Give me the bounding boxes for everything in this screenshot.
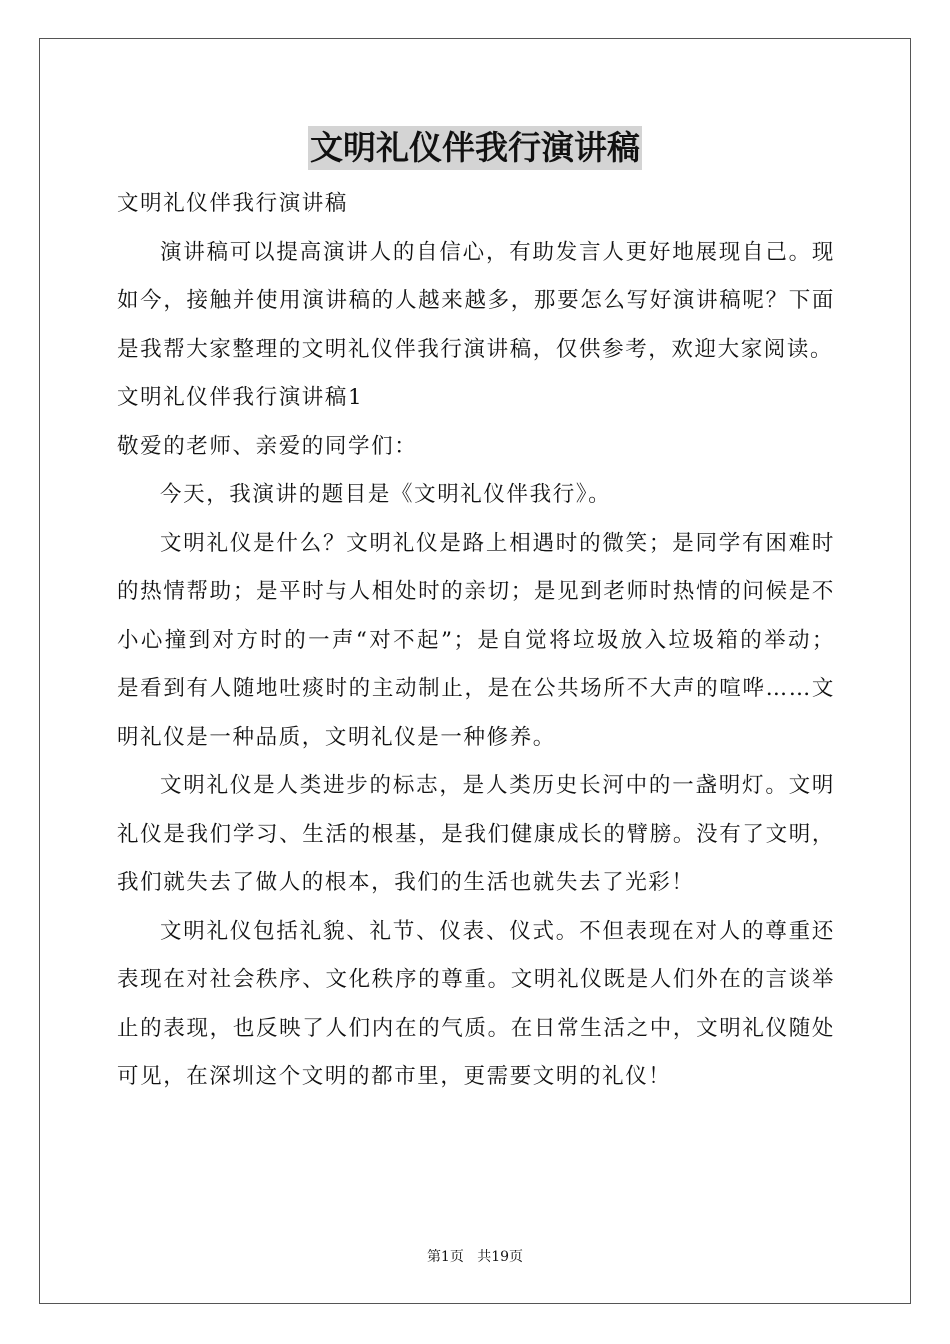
salutation: 敬爱的老师、亲爱的同学们： xyxy=(117,433,418,459)
document-title: 文明礼仪伴我行演讲稿 xyxy=(308,126,642,170)
subtitle-line: 文明礼仪伴我行演讲稿 xyxy=(117,191,349,216)
section-heading: 文明礼仪伴我行演讲稿1 xyxy=(117,385,364,410)
body-paragraph: 文明礼仪是人类进步的标志，是人类历史长河中的一盏明灯。文明礼仪是我们学习、生活的根基，是我们健康成长的臂膀。没有了文明，我们就失去了做人的根本，我们的生活也就失去了光彩！ xyxy=(117,773,835,895)
body-paragraph: 文明礼仪是什么？文明礼仪是路上相遇时的微笑；是同学有困难时的热情帮助；是平时与人相处时的亲切；是见到老师时热情的问候是不小心撞到对方时的一声“对不起”；是自觉将垃圾放入垃圾箱的举动；是看到有人随地吐痰时的主动制止，是在公共场所不大声的喧哗……文明礼仪是一种品质，文明礼仪是一种修养。 xyxy=(117,530,835,750)
title-container xyxy=(0,126,950,170)
page-number: 第1页 xyxy=(426,1249,464,1265)
total-pages: 共19页 xyxy=(477,1249,524,1265)
body-paragraph: 今天，我演讲的题目是《文明礼仪伴我行》。 xyxy=(160,482,612,507)
body-paragraph: 文明礼仪包括礼貌、礼节、仪表、仪式。不但表现在对人的尊重还表现在对社会秩序、文化秩序的尊重。文明礼仪既是人们外在的言谈举止的表现，也反映了人们内在的气质。在日常生活之中，文明礼仪随处可见，在深圳这个文明的都市里，更需要文明的礼仪！ xyxy=(117,918,835,1089)
page-footer xyxy=(0,1246,950,1266)
intro-paragraph: 演讲稿可以提高演讲人的自信心，有助发言人更好地展现自己。现如今，接触并使用演讲稿的人越来越多，那要怎么写好演讲稿呢？下面是我帮大家整理的文明礼仪伴我行演讲稿，仅供参考，欢迎大家阅读。 xyxy=(117,239,835,362)
document-body xyxy=(117,180,835,1102)
